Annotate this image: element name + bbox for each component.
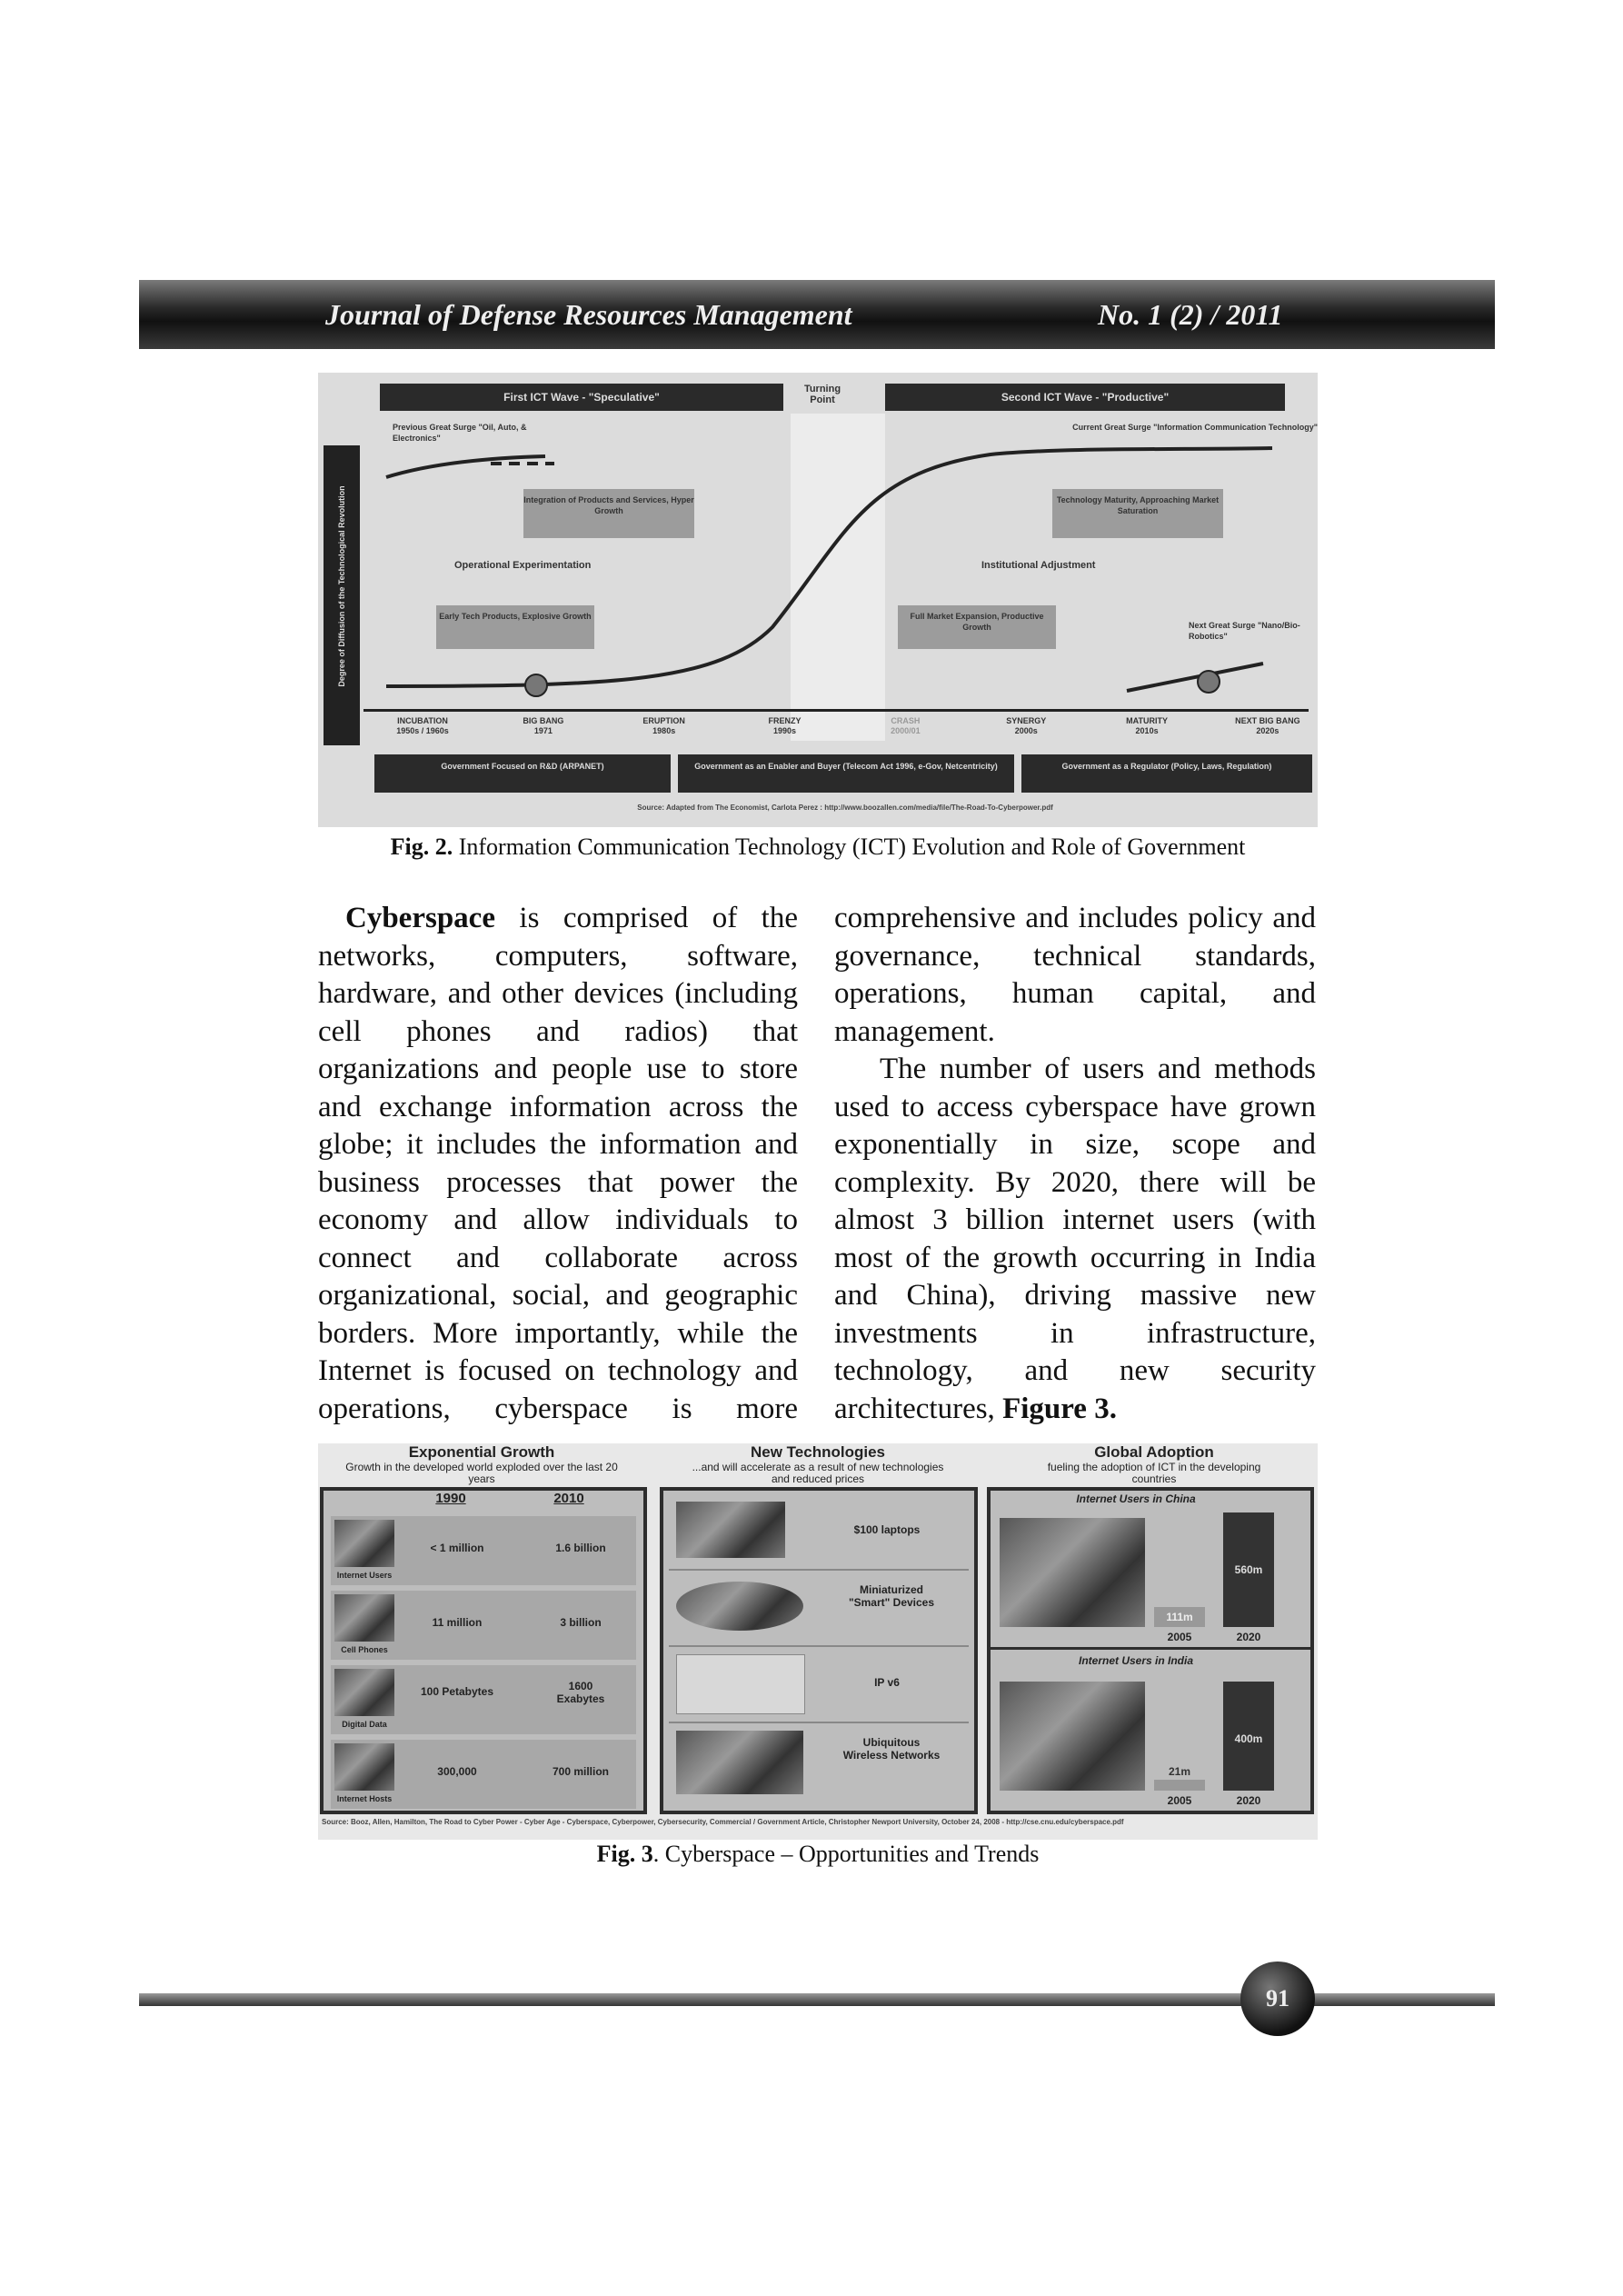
laptop-image: [676, 1502, 785, 1558]
previous-surge-label: Previous Great Surge "Oil, Auto, & Electronics": [393, 423, 527, 443]
growth-row: [331, 1665, 636, 1734]
tech-label: $100 laptops: [853, 1523, 921, 1536]
issue-number: No. 1 (2) / 2011: [1098, 298, 1283, 331]
institutional-adjustment-label: Institutional Adjustment: [981, 560, 1096, 571]
fig2-source: Source: Adapted from The Economist, Carlota Perez : http://www.boozallen.com/media/file/The-Road-To-Cyberpower.pdf: [637, 804, 1053, 812]
phase-next-big-bang: NEXT BIG BANG 2020s: [1235, 716, 1300, 735]
china-bar-2020: [1223, 1512, 1274, 1627]
full-market-box: Full Market Expansion, Productive Growth: [898, 605, 1056, 649]
gov-enabler-banner: Government as an Enabler and Buyer (Telecom Act 1996, e-Gov, Netcentricity): [678, 754, 1014, 793]
cyberspace-lead: Cyberspace: [345, 902, 495, 934]
next-surge-label: Next Great Surge "Nano/Bio-Robotics": [1189, 621, 1300, 641]
global-adoption-title: Global Adoption: [1094, 1443, 1214, 1461]
operational-experimentation-label: Operational Experimentation: [454, 560, 592, 571]
exponential-growth-subtitle: Growth in the developed world exploded over the last 20 years: [345, 1461, 618, 1485]
chart-divider: [991, 1647, 1310, 1650]
phase-synergy: SYNERGY 2000s: [1006, 716, 1047, 735]
bar-value: 111m: [1166, 1611, 1193, 1623]
india-chart-title: Internet Users in India: [1078, 1654, 1194, 1667]
row-label: Digital Data: [342, 1720, 387, 1729]
value-1990: < 1 million: [430, 1542, 484, 1554]
figure-3: [318, 1443, 1318, 1840]
new-technologies-subtitle: ...and will accelerate as a result of new technologies and reduced prices: [692, 1461, 944, 1485]
phase-eruption: ERUPTION 1980s: [642, 716, 685, 735]
phase-big-bang: BIG BANG 1971: [523, 716, 564, 735]
early-tech-box: Early Tech Products, Explosive Growth: [436, 605, 594, 649]
tech-label: Miniaturized "Smart" Devices: [848, 1583, 935, 1609]
global-adoption-subtitle: fueling the adoption of ICT in the developing countries: [1047, 1461, 1261, 1485]
china-chart-title: Internet Users in China: [1076, 1492, 1196, 1505]
first-wave-banner: First ICT Wave - "Speculative": [380, 384, 783, 411]
fig3-caption: [318, 1841, 1318, 1868]
tech-row: [669, 1725, 969, 1807]
big-bang-marker: [525, 674, 547, 696]
year-label: 2005: [1167, 1794, 1192, 1807]
ipv6-diagram-image: [676, 1654, 805, 1714]
y-axis-label: Degree of Diffusion of the Technological Revolution: [337, 485, 346, 687]
row-label: Cell Phones: [341, 1645, 388, 1654]
right-paragraph-2-text: The number of users and methods used to access cyberspace have grown exponentially in size, scope and complexity. By 2020, there will be almost 3 billion internet users (with most of the growth occurring in India and China), driving massive new investments in infrastructure, technology, and new security architectures,: [834, 1053, 1316, 1425]
fig2-caption: [318, 834, 1318, 861]
cell-phones-image: [334, 1594, 394, 1642]
current-surge-label: Current Great Surge "Information Communication Technology": [1072, 423, 1318, 432]
left-paragraph: [318, 900, 798, 1428]
india-bar-2005: [1154, 1780, 1205, 1791]
bar-value: 560m: [1234, 1563, 1263, 1576]
fig3-source: Source: Booz, Allen, Hamilton, The Road to Cyber Power - Cyber Age - Cyberspace, Cyberpower, Cybersecurity, Commercial / Government Article, Christopher Newport University, October 24, 2008 - http://cse.cnu.edu/cyberspace.pdf: [322, 1818, 1124, 1826]
col-1990: 1990: [435, 1491, 466, 1506]
row-label: Internet Hosts: [336, 1794, 393, 1803]
value-2010: 1.6 billion: [555, 1542, 606, 1554]
tech-row: [669, 1649, 969, 1723]
wireless-network-image: [676, 1731, 803, 1794]
right-paragraph-1: comprehensive and includes policy and governance, technical standards, operations, human capital, and management.: [834, 902, 1316, 1048]
phase-maturity: MATURITY 2010s: [1126, 716, 1168, 735]
page-number: 91: [1240, 1962, 1315, 2036]
digital-data-image: [334, 1669, 394, 1716]
right-column: [834, 900, 1316, 1428]
phase-crash: CRASH 2000/01: [891, 716, 921, 735]
fig2-caption-label: Fig. 2.: [390, 834, 453, 860]
gov-rd-banner: Government Focused on R&D (ARPANET): [374, 754, 671, 793]
year-label: 2020: [1236, 1794, 1261, 1807]
fig2-caption-text: Information Communication Technology (ICT) Evolution and Role of Government: [453, 834, 1246, 860]
left-column: [318, 900, 798, 1428]
internet-users-image: [334, 1520, 394, 1567]
value-1990: 300,000: [437, 1765, 477, 1778]
turning-point-label: Turning Point: [803, 384, 841, 405]
right-paragraph-2: [834, 1051, 1316, 1428]
maturity-box: Technology Maturity, Approaching Market Saturation: [1052, 489, 1223, 538]
bar-value: 400m: [1234, 1732, 1263, 1745]
col-2010: 2010: [553, 1491, 584, 1506]
phase-labels: [373, 716, 1318, 745]
x-axis-line: [363, 709, 1309, 712]
india-users-image: [1000, 1682, 1145, 1791]
exponential-growth-panel: [320, 1487, 647, 1814]
smart-device-image: [676, 1582, 803, 1631]
growth-row: [331, 1740, 636, 1809]
tech-label: Ubiquitous Wireless Networks: [842, 1736, 941, 1762]
tech-label: IP v6: [874, 1676, 900, 1689]
china-bar-2005: [1154, 1607, 1205, 1627]
year-label: 2020: [1236, 1631, 1261, 1643]
figure-2: [318, 373, 1318, 827]
global-adoption-panel: [987, 1487, 1314, 1814]
next-big-bang-marker: [1198, 671, 1220, 693]
integration-box: Integration of Products and Services, Hyper Growth: [523, 489, 694, 538]
india-bar-2020: [1223, 1682, 1274, 1791]
value-2010: 1600 Exabytes: [556, 1680, 605, 1705]
gov-regulator-banner: Government as a Regulator (Policy, Laws, Regulation): [1021, 754, 1312, 793]
phase-incubation: INCUBATION 1950s / 1960s: [396, 716, 449, 735]
journal-title: Journal of Defense Resources Management: [325, 298, 852, 331]
value-1990: 11 million: [432, 1616, 483, 1629]
value-2010: 3 billion: [560, 1616, 602, 1629]
growth-row: [331, 1591, 636, 1660]
tech-row: [669, 1572, 969, 1647]
year-label: 2005: [1167, 1631, 1192, 1643]
second-wave-banner: Second ICT Wave - "Productive": [885, 384, 1285, 411]
bar-value: 21m: [1168, 1765, 1191, 1778]
china-users-image: [1000, 1518, 1145, 1627]
new-technologies-panel: [660, 1487, 978, 1814]
row-label: Internet Users: [336, 1571, 393, 1580]
growth-row: [331, 1516, 636, 1585]
fig3-caption-text: . Cyberspace – Opportunities and Trends: [652, 1841, 1040, 1867]
value-2010: 700 million: [552, 1765, 610, 1778]
fig3-caption-label: Fig. 3: [596, 1841, 653, 1867]
value-1990: 100 Petabytes: [420, 1685, 494, 1698]
phase-frenzy: FRENZY 1990s: [768, 716, 802, 735]
left-paragraph-text: is comprised of the networks, computers, software, hardware, and other devices (including cell phones and radios) that organizations and people use to store and exchange information across the globe; it includes the information and business processes that power the economy and allow individuals to connect and collaborate across organizational, social, and geographic borders. More importantly, while the Internet is focused on technology and operations, cyberspace is more: [318, 902, 798, 1425]
figure-3-ref: Figure 3.: [1002, 1392, 1117, 1425]
exponential-growth-title: Exponential Growth: [408, 1443, 555, 1461]
internet-hosts-image: [334, 1743, 394, 1791]
new-technologies-title: New Technologies: [751, 1443, 885, 1461]
journal-header-bar: [139, 280, 1495, 349]
tech-row: [669, 1496, 969, 1571]
